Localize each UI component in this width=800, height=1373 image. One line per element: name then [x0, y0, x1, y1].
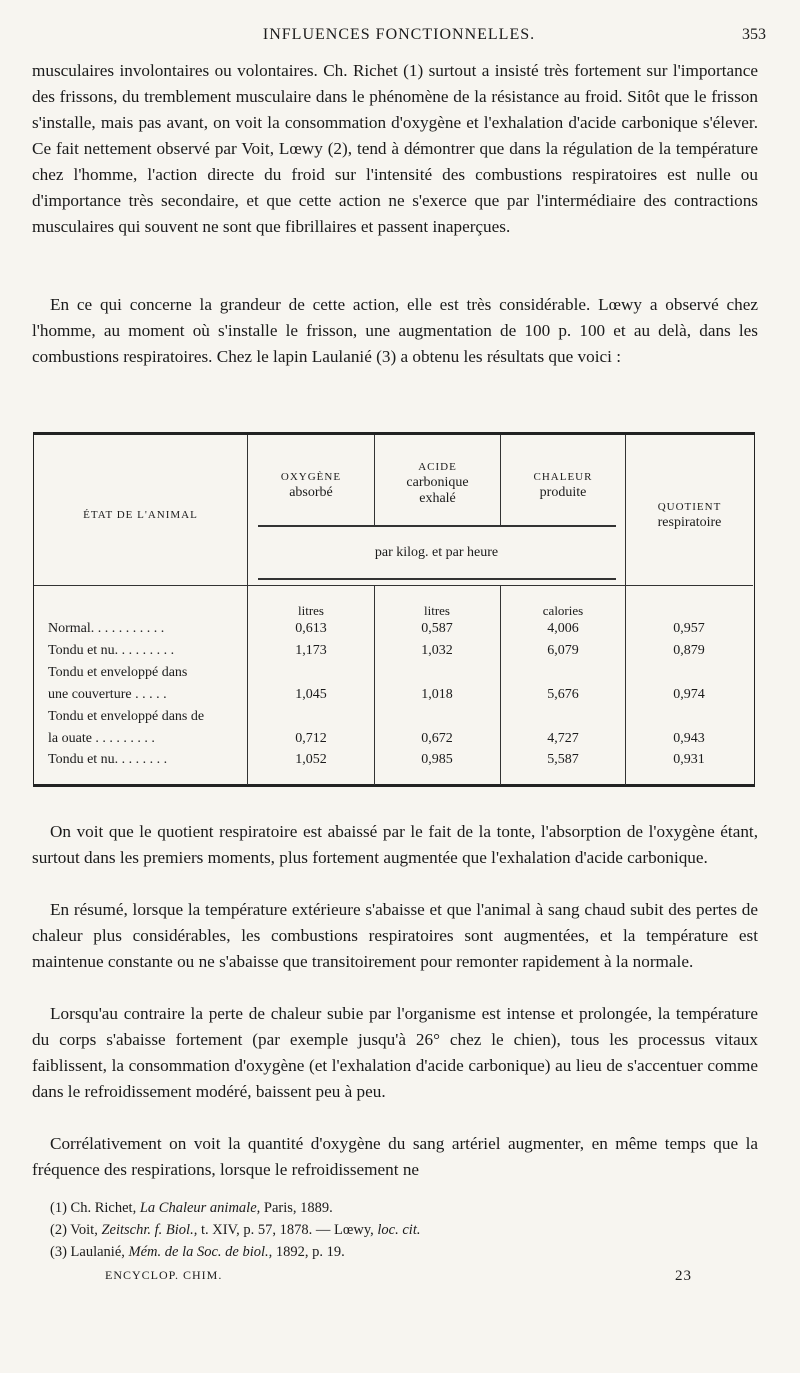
footnote-2: (2) Voit, Zeitschr. f. Biol., t. XIV, p. 57, 1878. — Lœwy, loc. cit.	[50, 1222, 421, 1238]
cell-acide: 0,587	[421, 621, 453, 636]
paragraph-1: musculaires involontaires ou volontaires. Ch. Richet (1) surtout a insisté très fortement sur l'importance des frissons, du tremblement musculaire dans le phénomène de la résistance au froid. Sitôt que le frisson s'installe, mais pas avant, on voit la consommation d'oxygène et l'exhalation d'acide carbonique s'élever. Ce fait nettement observé par Voit, Lœwy (2), tend à démontrer que dans la régulation de la température chez l'homme, l'action directe du froid sur l'intensité des combustions respiratoires est nulle ou d'importance très secondaire, et que cette action ne s'exerce que par l'intermédiaire des contractions musculaires qui souvent ne sont que fibrillaires et passent inaperçues.	[32, 61, 758, 236]
unit-chaleur: calories	[542, 603, 584, 618]
header-chaleur: CHALEUR produite	[533, 471, 593, 500]
unit-acide: litres	[424, 603, 450, 618]
cell-chaleur: 4,006	[547, 621, 579, 636]
cell-acide: 1,018	[421, 687, 453, 702]
cell-acide: 0,672	[421, 731, 453, 746]
cell-oxygene: 0,613	[295, 621, 327, 636]
paragraph-5: Lorsqu'au contraire la perte de chaleur subie par l'organisme est intense et prolongée, la température du corps s'abaisse fortement (par exemple jusqu'à 26° chez le chien), tous les processus vitaux faiblissent, la consommation d'oxygène (et l'exhalation d'acide carbonique) au lieu de s'accentuer comme dans le refroidissement modéré, baissent peu à peu.	[32, 1004, 758, 1101]
cell-oxygene: 0,712	[295, 731, 327, 746]
cell-chaleur: 6,079	[547, 643, 579, 658]
row-label: Tondu et enveloppé dans de	[48, 709, 205, 724]
paragraph-6: Corrélativement on voit la quantité d'oxygène du sang artériel augmenter, en même temps que la fréquence des respirations, lorsque le refroidissement ne	[32, 1134, 758, 1179]
row-label: Tondu et nu. . . . . . . .	[48, 752, 168, 767]
row-label: Normal. . . . . . . . . . .	[48, 621, 165, 636]
cell-quotient: 0,931	[673, 752, 705, 767]
results-table	[33, 432, 755, 787]
header-etat: ÉTAT DE L'ANIMAL	[83, 509, 198, 521]
cell-acide: 1,032	[421, 643, 453, 658]
footnote-1: (1) Ch. Richet, La Chaleur animale, Paris, 1889.	[50, 1200, 333, 1216]
signature-mark: ENCYCLOP. CHIM.	[105, 1268, 223, 1282]
header-oxygene: OXYGÈNE absorbé	[280, 471, 342, 500]
cell-oxygene: 1,045	[295, 687, 327, 702]
header-par-kilog: par kilog. et par heure	[374, 545, 499, 560]
cell-quotient: 0,943	[673, 731, 705, 746]
running-title: INFLUENCES FONCTIONNELLES.	[262, 26, 536, 43]
cell-oxygene: 1,173	[295, 643, 327, 658]
cell-chaleur: 4,727	[547, 731, 579, 746]
cell-acide: 0,985	[421, 752, 453, 767]
cell-oxygene: 1,052	[295, 752, 327, 767]
row-label: Tondu et nu. . . . . . . . .	[48, 643, 175, 658]
unit-oxygene: litres	[298, 603, 324, 618]
header-acide: ACIDE carbonique exhalé	[406, 461, 469, 506]
cell-quotient: 0,879	[673, 643, 705, 658]
footnotes	[50, 1197, 420, 1263]
paragraph-4: En résumé, lorsque la température extérieure s'abaisse et que l'animal à sang chaud subit des pertes de chaleur plus considérables, les combustions respiratoires sont augmentées, et la température est maintenue constante ou ne s'abaisse que transitoirement pour remonter rapidement à la normale.	[32, 900, 758, 971]
cell-chaleur: 5,676	[547, 687, 579, 702]
paragraph-2: En ce qui concerne la grandeur de cette action, elle est très considérable. Lœwy a observé chez l'homme, au moment où s'installe le frisson, une augmentation de 100 p. 100 et au delà, dans les combustions respiratoires. Chez le lapin Laulanié (3) a obtenu les résultats que voici :	[32, 295, 758, 366]
row-label: la ouate . . . . . . . . .	[48, 731, 155, 746]
paragraph-3: On voit que le quotient respiratoire est abaissé par le fait de la tonte, l'absorption de l'oxygène étant, surtout dans les premiers moments, plus fortement augmentée que l'exhalation d'acide carbonique.	[32, 822, 758, 867]
running-header	[32, 26, 766, 44]
cell-quotient: 0,974	[673, 687, 705, 702]
signature-number: 23	[675, 1268, 692, 1284]
cell-quotient: 0,957	[673, 621, 705, 636]
footnote-3: (3) Laulanié, Mém. de la Soc. de biol., 1892, p. 19.	[50, 1244, 345, 1260]
page-number: 353	[742, 26, 766, 43]
header-quotient: QUOTIENT respiratoire	[657, 501, 722, 530]
row-label: Tondu et enveloppé dans	[48, 665, 188, 680]
cell-chaleur: 5,587	[547, 752, 579, 767]
row-label: une couverture . . . . .	[48, 687, 167, 702]
